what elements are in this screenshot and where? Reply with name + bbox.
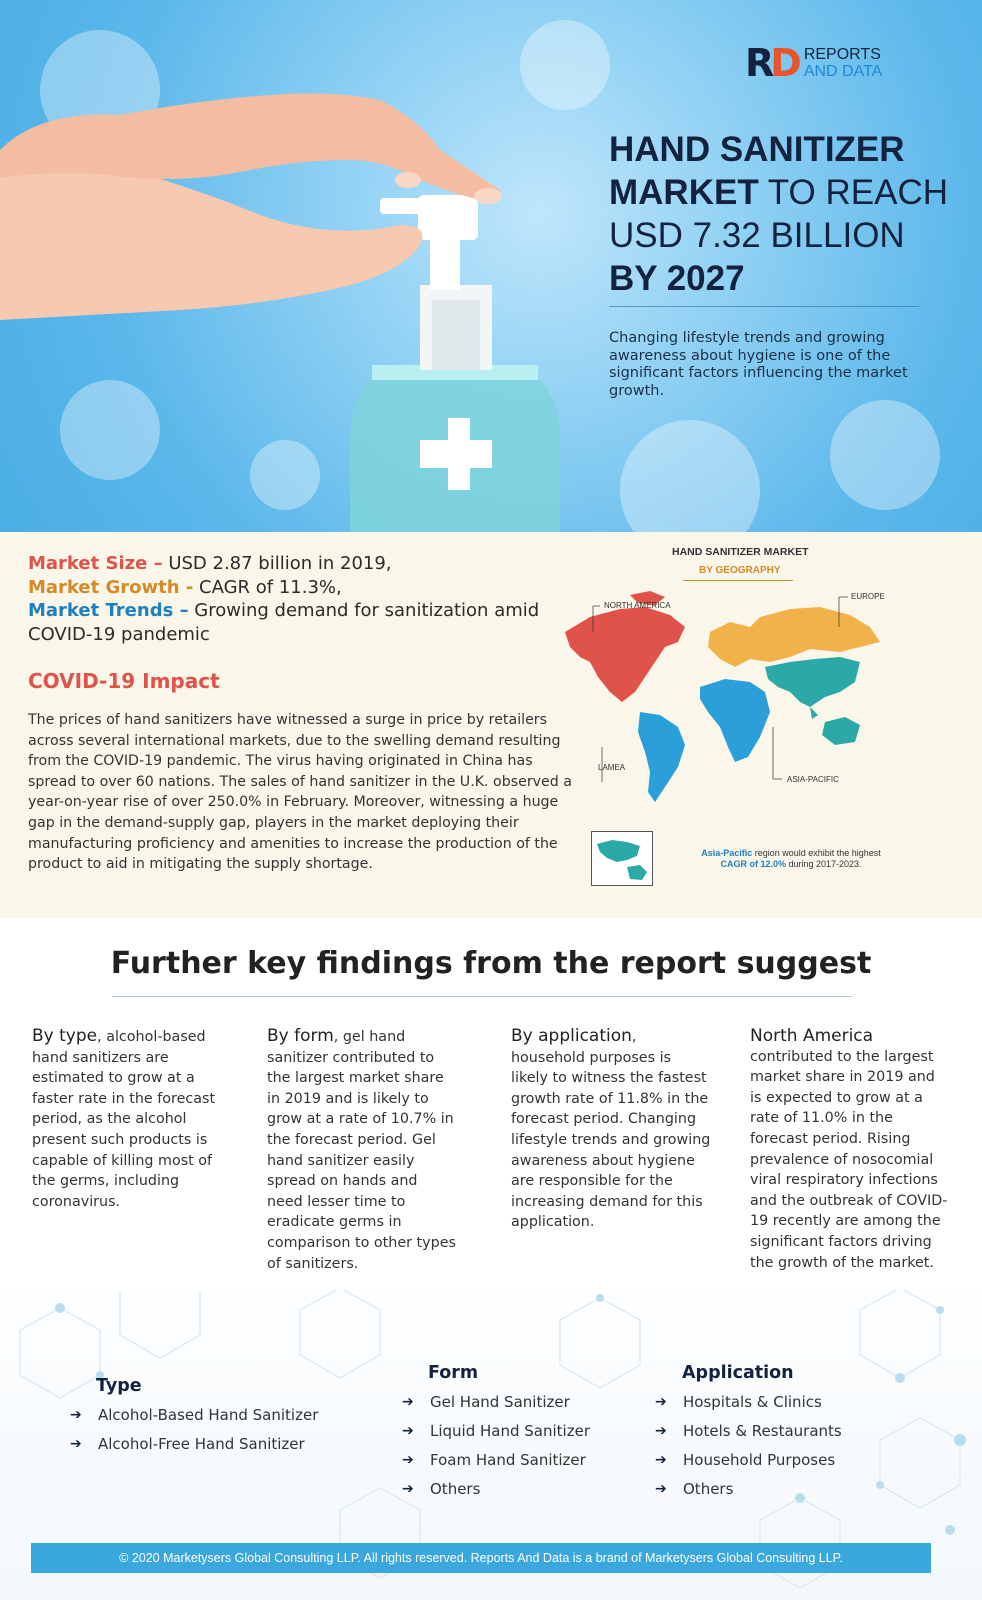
page-title: HAND SANITIZER MARKET TO REACH USD 7.32 BILLION BY 2027 xyxy=(609,130,949,298)
finding-by-application: By application, household purposes is likely to witness the fastest growth rate of 11.8% in the forecast period. Changing lifestyle trends and growing awareness about hygiene are responsible for the increasing demand for this application. xyxy=(511,1026,711,1231)
market-overview-section xyxy=(0,532,982,918)
arrow-right-icon: ➔ xyxy=(402,1423,414,1439)
label-asia-pacific: ASIA-PACIFIC xyxy=(787,775,839,784)
segment-type-heading: Type xyxy=(96,1376,142,1396)
application-item: ➔ Hotels & Restaurants xyxy=(655,1422,842,1440)
lamea-south-america xyxy=(638,712,685,802)
application-item: ➔ Household Purposes xyxy=(655,1451,836,1469)
form-item: ➔ Others xyxy=(402,1480,481,1498)
finding-by-form: By form, gel hand sanitizer contributed to the largest market share in 2019 and is likely to grow at a rate of 10.7% in the forecast period. Gel hand sanitizer easily spread on hands and need lesser time to eradicate germs in comparison to other types of sanitizers. xyxy=(267,1026,456,1272)
map-title: HAND SANITIZER MARKET xyxy=(672,546,809,558)
logo-line-1: REPORTS xyxy=(803,46,881,63)
market-trends-label: Market Trends – xyxy=(28,600,189,621)
lamea-africa xyxy=(700,679,770,762)
map-subtitle: BY GEOGRAPHY xyxy=(699,565,781,576)
arrow-right-icon: ➔ xyxy=(402,1452,414,1468)
finding-north-america: North America contributed to the largest market share in 2019 and is expected to grow at a rate of 11.0% in the forecast period. Rising prevalence of nosocomial viral respiratory infections and the outbreak of COVID-19 recently are among the significant factors driving the growth of the market. xyxy=(750,1026,948,1271)
market-size-value: USD 2.87 billion in 2019, xyxy=(162,553,392,574)
covid-paragraph: The prices of hand sanitizers have witnessed a surge in price by retailers across several international markets, due to the swelling demand resulting from the COVID-19 pandemic. The virus having originated in China has spread to over 60 nations. The sales of hand sanitizer in the U.K. observed a year-on-year rise of over 250.0% in February. Moreover, witnessing a huge gap in the demand-supply gap, players in the market deploying their manufacturing proficiency and amenities to increase the production of the product to aid in mitigating the supply shortage. xyxy=(28,712,572,873)
finding-by-type: By type, alcohol-based hand sanitizers are estimated to grow at a faster rate in the forecast period, as the alcohol present such products is capable of killing most of the germs, including coronavirus. xyxy=(32,1026,216,1210)
hand-sanitizer-illustration xyxy=(0,0,600,532)
segment-application-heading: Application xyxy=(682,1363,794,1383)
label-lamea: LAMEA xyxy=(598,763,626,772)
copyright-footer: © 2020 Marketysers Global Consulting LLP. All rights reserved. Reports And Data is a brand of Marketysers Global Consulting LLP. xyxy=(31,1543,931,1573)
form-item: ➔ Foam Hand Sanitizer xyxy=(402,1451,586,1469)
market-growth-label: Market Growth - xyxy=(28,576,194,598)
asia-pacific-region xyxy=(765,657,860,707)
market-size-label: Market Size – xyxy=(28,553,163,574)
type-item: ➔ Alcohol-Free Hand Sanitizer xyxy=(70,1435,305,1453)
europe-region xyxy=(708,607,880,667)
form-item: ➔ Gel Hand Sanitizer xyxy=(402,1393,570,1411)
arrow-right-icon: ➔ xyxy=(655,1481,667,1497)
market-stats xyxy=(28,552,548,646)
findings-heading: Further key findings from the report suggest xyxy=(110,946,872,981)
north-america-region xyxy=(565,607,685,702)
map-note: Asia-Pacific region would exhibit the highest CAGR of 12.0% during 2017-2023. xyxy=(701,848,881,869)
market-growth-value: CAGR of 11.3%, xyxy=(193,576,342,598)
logo-mark: RD xyxy=(745,41,798,85)
reports-and-data-logo[interactable] xyxy=(745,41,883,85)
type-item: ➔ Alcohol-Based Hand Sanitizer xyxy=(70,1406,319,1424)
form-item: ➔ Liquid Hand Sanitizer xyxy=(402,1422,590,1440)
covid-heading: COVID-19 Impact xyxy=(28,669,220,693)
segment-form-heading: Form xyxy=(428,1363,479,1383)
market-trends-value: Growing demand for sanitization amid COVID-19 pandemic xyxy=(28,600,540,645)
label-north-america: NORTH AMERICA xyxy=(604,601,671,610)
hero-description: Changing lifestyle trends and growing awareness about hygiene is one of the significant factors influencing the market growth. xyxy=(609,330,908,399)
asia-pacific-inset xyxy=(591,831,653,886)
hero-banner xyxy=(0,0,982,532)
arrow-right-icon: ➔ xyxy=(402,1481,414,1497)
arrow-right-icon: ➔ xyxy=(70,1407,82,1423)
hero-divider xyxy=(609,306,919,307)
world-map xyxy=(560,587,900,827)
arrow-right-icon: ➔ xyxy=(655,1452,667,1468)
arrow-right-icon: ➔ xyxy=(655,1423,667,1439)
arrow-right-icon: ➔ xyxy=(70,1436,82,1452)
label-europe: EUROPE xyxy=(851,592,885,601)
findings-divider xyxy=(112,996,852,997)
arrow-right-icon: ➔ xyxy=(402,1394,414,1410)
map-subtitle-underline xyxy=(683,580,793,581)
application-item: ➔ Others xyxy=(655,1480,734,1498)
application-item: ➔ Hospitals & Clinics xyxy=(655,1393,822,1411)
logo-line-2: AND DATA xyxy=(803,63,883,80)
arrow-right-icon: ➔ xyxy=(655,1394,667,1410)
